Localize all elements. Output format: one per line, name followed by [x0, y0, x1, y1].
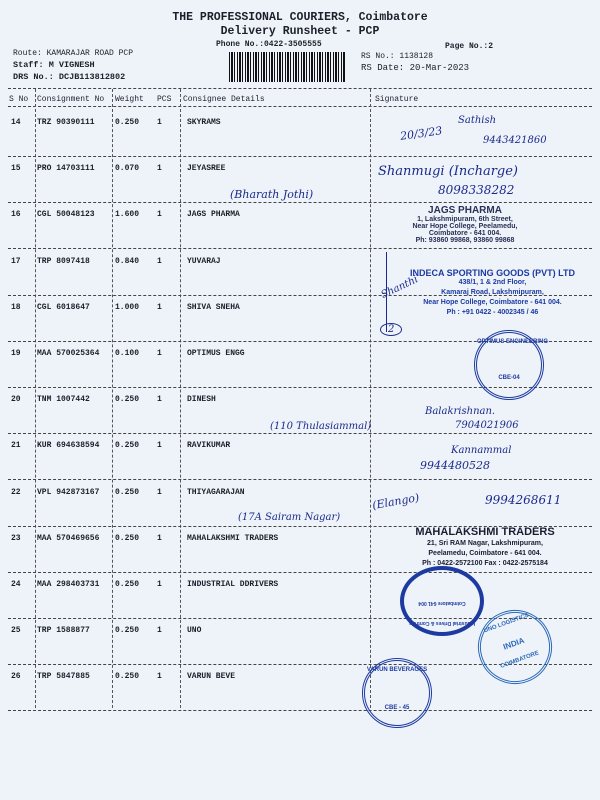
stamp-jags-pharma — [375, 205, 555, 244]
cell-cn: KUR 694638594 — [37, 441, 100, 450]
company-name: THE PROFESSIONAL COURIERS, Coimbatore — [172, 11, 428, 24]
cell-cn: MAA 570469656 — [37, 534, 100, 543]
handwritten-phone: 9994268611 — [485, 493, 562, 507]
cell-consignee: JAGS PHARMA — [187, 210, 240, 219]
document-title: Delivery Runsheet - PCP — [220, 25, 380, 38]
column-header-pcs: PCS — [157, 95, 172, 104]
stamp-text: Peelamedu, Coimbatore - 641 004. — [428, 550, 542, 557]
cell-weight: 0.250 — [115, 488, 140, 497]
handwritten-name: Balakrishnan. — [425, 406, 496, 417]
stamp-text: Ph: 93860 99868, 93860 99868 — [415, 237, 515, 244]
barcode — [229, 52, 345, 82]
cell-cn: TRZ 90390111 — [37, 118, 95, 127]
stamp-text: Coimbatore 641 004 — [418, 600, 466, 606]
cell-consignee: THIYAGARAJAN — [187, 488, 245, 497]
cell-weight: 0.250 — [115, 395, 140, 404]
cell-cn: MAA 298403731 — [37, 580, 100, 589]
cell-sno: 21 — [11, 441, 21, 450]
column-header-signature: Signature — [375, 95, 419, 104]
stamp-text: UNO LOGISTICS — [483, 612, 530, 635]
handwritten-phone: 8098338282 — [438, 183, 515, 197]
cell-pcs: 1 — [157, 534, 162, 543]
stamp-text: OPTIMUS ENGINEERING — [477, 339, 549, 345]
row-separator — [8, 156, 592, 157]
stamp-text: 1, Lakshmipuram, 6th Street, — [417, 216, 513, 223]
row-separator — [8, 202, 592, 203]
phone-number: Phone No.:0422-3505555 — [216, 40, 322, 49]
stamp-text: INDIA — [502, 635, 526, 652]
row-separator — [8, 479, 592, 480]
table-top-rule — [8, 88, 592, 89]
cell-consignee: SKYRAMS — [187, 118, 221, 127]
cell-pcs: 1 — [157, 488, 162, 497]
cell-consignee: INDUSTRIAL DDRIVERS — [187, 580, 279, 589]
cell-pcs: 1 — [157, 441, 162, 450]
cell-consignee: UNO — [187, 626, 202, 635]
column-header-weight: Weight — [115, 95, 144, 104]
column-divider — [112, 89, 113, 708]
cell-pcs: 1 — [157, 257, 162, 266]
cell-sno: 15 — [11, 164, 21, 173]
stamp-text: Ph : +91 0422 - 4002345 / 46 — [446, 309, 539, 316]
cell-sno: 24 — [11, 580, 21, 589]
column-divider — [370, 89, 371, 708]
cell-sno: 25 — [11, 626, 21, 635]
handwritten-name: Sathish — [458, 115, 497, 126]
cell-sno: 22 — [11, 488, 21, 497]
stamp-text: CBE - 45 — [384, 705, 410, 711]
cell-pcs: 1 — [157, 395, 162, 404]
cell-consignee: VARUN BEVE — [187, 672, 236, 681]
column-header-consignee: Consignee Details — [183, 95, 265, 104]
stamp-text: 21, Sri RAM Nagar, Lakshmipuram, — [427, 540, 543, 547]
handwritten-date: 20/3/23 — [399, 124, 444, 143]
cell-weight: 0.250 — [115, 626, 140, 635]
staff: Staff: M VIGNESH — [13, 60, 95, 70]
stamp-text: INDECA SPORTING GOODS (PVT) LTD — [409, 268, 575, 278]
column-divider — [35, 89, 36, 708]
stamp-industrial-drives — [400, 566, 484, 636]
cell-pcs: 1 — [157, 672, 162, 681]
row-separator — [8, 248, 592, 249]
page-number: Page No.:2 — [445, 42, 494, 51]
stamp-uno-logistics — [468, 600, 563, 695]
stamp-text: Industrial Drives & Controls — [408, 620, 476, 626]
stamp-text: CBE-04 — [498, 375, 520, 381]
cell-pcs: 1 — [157, 303, 162, 312]
cell-weight: 0.100 — [115, 349, 140, 358]
cell-consignee: JEYASREE — [187, 164, 226, 173]
cell-consignee: SHIVA SNEHA — [187, 303, 240, 312]
cell-weight: 1.600 — [115, 210, 140, 219]
cell-pcs: 1 — [157, 626, 162, 635]
cell-cn: CGL 50048123 — [37, 210, 95, 219]
route: Route: KAMARAJAR ROAD PCP — [13, 49, 134, 58]
column-header-sno: S No — [9, 95, 29, 104]
stamp-optimus — [474, 330, 549, 400]
cell-consignee: RAVIKUMAR — [187, 441, 231, 450]
row-separator — [8, 710, 592, 711]
stamp-text: VARUN BEVERAGES — [366, 667, 428, 673]
row-separator — [8, 433, 592, 434]
cell-sno: 18 — [11, 303, 21, 312]
cell-cn: TRP 5847885 — [37, 672, 90, 681]
cell-cn: PRO 14703111 — [37, 164, 95, 173]
cell-sno: 16 — [11, 210, 21, 219]
rs-date: RS Date: 20-Mar-2023 — [361, 63, 470, 73]
cell-pcs: 1 — [157, 580, 162, 589]
cell-pcs: 1 — [157, 164, 162, 173]
stamp-text: Ph : 0422-2572100 Fax : 0422-2575184 — [422, 560, 548, 567]
handwritten-signature: Shanthi — [379, 274, 420, 301]
cell-pcs: 1 — [157, 210, 162, 219]
cell-weight: 0.250 — [115, 118, 140, 127]
stamp-text: 438/1, 1 & 2nd Floor, — [458, 279, 527, 286]
handwritten-mark: 2 — [380, 323, 402, 336]
cell-cn: TRP 1588877 — [37, 626, 90, 635]
cell-consignee: DINESH — [187, 395, 216, 404]
handwritten-name: (Elango) — [371, 490, 421, 513]
column-header-consignment: Consignment No — [37, 95, 105, 104]
stamp-text: Coimbatore - 641 004. — [428, 230, 502, 237]
cell-sno: 26 — [11, 672, 21, 681]
cell-cn: MAA 570025364 — [37, 349, 100, 358]
handwritten-phone: 7904021906 — [455, 420, 519, 431]
cell-cn: TNM 1007442 — [37, 395, 90, 404]
handwritten-note: (17A Sairam Nagar) — [238, 512, 341, 523]
header-bottom-rule — [8, 106, 592, 107]
stamp-text: MAHALAKSHMI TRADERS — [415, 526, 555, 538]
stamp-text: Near Hope College, Peelamedu, — [412, 223, 518, 230]
cell-sno: 17 — [11, 257, 21, 266]
stamp-text: JAGS PHARMA — [428, 205, 502, 216]
cell-weight: 1.000 — [115, 303, 140, 312]
cell-pcs: 1 — [157, 349, 162, 358]
cell-weight: 0.070 — [115, 164, 140, 173]
cell-sno: 14 — [11, 118, 21, 127]
cell-cn: TRP 8097418 — [37, 257, 90, 266]
cell-weight: 0.250 — [115, 672, 140, 681]
stamp-indeca — [390, 268, 595, 318]
cell-consignee: OPTIMUS ENGG — [187, 349, 245, 358]
cell-sno: 19 — [11, 349, 21, 358]
handwritten-name: Kannammal — [451, 445, 512, 456]
stamp-mahalakshmi — [385, 525, 585, 569]
stamp-text: COIMBATORE — [499, 650, 540, 670]
cell-pcs: 1 — [157, 118, 162, 127]
cell-sno: 23 — [11, 534, 21, 543]
handwritten-bracket — [378, 252, 387, 332]
cell-weight: 0.250 — [115, 580, 140, 589]
drs-number: DRS No.: DCJB113812802 — [13, 72, 126, 82]
stamp-varun-beverages — [362, 658, 432, 728]
cell-weight: 0.250 — [115, 441, 140, 450]
cell-consignee: YUVARAJ — [187, 257, 221, 266]
stamp-text: Kamaraj Road, Lakshmipuram, — [441, 289, 544, 296]
rs-number: RS No.: 1138128 — [361, 52, 434, 61]
row-separator — [8, 572, 592, 573]
handwritten-note: (110 Thulasiammal) — [270, 421, 372, 432]
cell-consignee: MAHALAKSHMI TRADERS — [187, 534, 279, 543]
cell-weight: 0.250 — [115, 534, 140, 543]
cell-sno: 20 — [11, 395, 21, 404]
cell-cn: CGL 6018647 — [37, 303, 90, 312]
handwritten-phone: 9443421860 — [483, 135, 547, 146]
column-divider — [180, 89, 181, 708]
handwritten-name: Shanmugi (Incharge) — [378, 164, 518, 179]
handwritten-note: (Bharath Jothi) — [230, 188, 314, 201]
handwritten-phone: 9944480528 — [420, 459, 490, 472]
cell-weight: 0.840 — [115, 257, 140, 266]
cell-cn: VPL 942873167 — [37, 488, 100, 497]
stamp-text: Near Hope College, Coimbatore - 641 004. — [423, 299, 562, 306]
